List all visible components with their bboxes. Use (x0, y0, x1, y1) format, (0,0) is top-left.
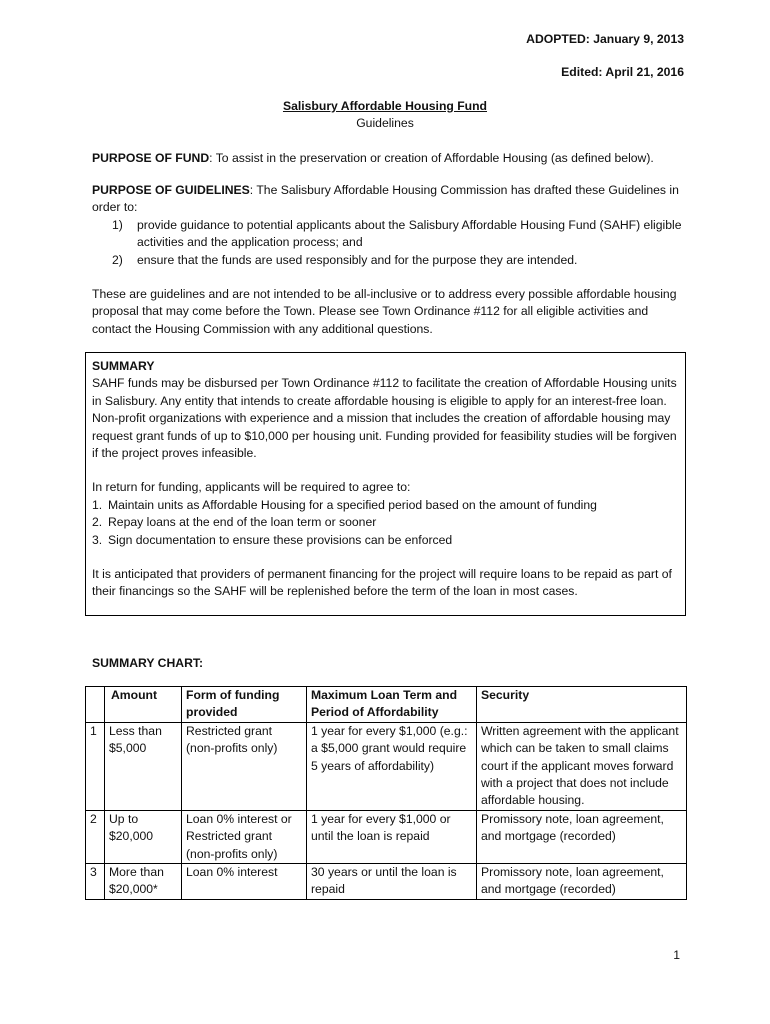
list-text: Repay loans at the end of the loan term or sooner (108, 515, 377, 530)
list-item (92, 497, 679, 514)
column-header: Amount (105, 687, 182, 723)
summary-heading: SUMMARY (92, 359, 155, 373)
cell-security: Promissory note, loan agreement, and mortgage (recorded) (477, 864, 687, 900)
intro-paragraph: These are guidelines and are not intended to be all-inclusive or to address every possible affordable housing proposal that may come before the Town. Please see Town Ordinance #112 for all eligible activities and contact the Housing Commission with any additional questions. (92, 287, 677, 336)
cell-security: Promissory note, loan agreement, and mortgage (recorded) (477, 810, 687, 863)
row-number: 3 (86, 864, 105, 900)
cell-amount: Less than $5,000 (105, 722, 182, 810)
page-number: 1 (673, 948, 680, 962)
list-item (92, 514, 679, 531)
list-number: 1) (112, 217, 123, 232)
cell-form: Loan 0% interest or Restricted grant (non-profits only) (182, 810, 307, 863)
row-number: 2 (86, 810, 105, 863)
purpose-of-fund (92, 150, 682, 167)
document-title (0, 98, 770, 115)
summary-box (85, 352, 686, 616)
list-text: Maintain units as Affordable Housing for a specified period based on the amount of funding (108, 497, 597, 512)
row-number: 1 (86, 722, 105, 810)
purpose-of-guidelines (92, 182, 682, 269)
cell-amount: Up to $20,000 (105, 810, 182, 863)
cell-form: Loan 0% interest (182, 864, 307, 900)
column-header: Security (477, 687, 687, 723)
cell-form: Restricted grant (non-profits only) (182, 722, 307, 810)
cell-amount: More than $20,000* (105, 864, 182, 900)
summary-requirements-intro: In return for funding, applicants will be required to agree to: (92, 480, 411, 495)
table-header-row (86, 687, 687, 723)
purpose-of-guidelines-label: PURPOSE OF GUIDELINES (92, 183, 250, 197)
cell-term: 30 years or until the loan is repaid (307, 864, 477, 900)
cell-term: 1 year for every $1,000 (e.g.: a $5,000 grant would require 5 years of affordability) (307, 722, 477, 810)
list-number: 2. (92, 515, 103, 530)
column-header (86, 687, 105, 723)
list-text: ensure that the funds are used responsibly and for the purpose they are intended. (137, 252, 578, 267)
title-text: Salisbury Affordable Housing Fund (282, 99, 488, 113)
list-number: 1. (92, 497, 103, 512)
column-header: Form of funding provided (182, 687, 307, 723)
table-row (86, 864, 687, 900)
list-text: Sign documentation to ensure these provisions can be enforced (108, 532, 453, 547)
table-row (86, 810, 687, 863)
list-number: 3. (92, 532, 103, 547)
summary-closing: It is anticipated that providers of permanent financing for the project will require loans to be repaid as part of their financings so the SAHF will be replenished before the term of the loan in most cases. (92, 567, 672, 599)
cell-security: Written agreement with the applicant which can be taken to small claims court if the applicant moves forward with a project that does not include affordable housing. (477, 722, 687, 810)
list-item (92, 217, 682, 252)
purpose-of-fund-text: : To assist in the preservation or creation of Affordable Housing (as defined below). (209, 151, 654, 165)
list-item (92, 252, 682, 269)
cell-term: 1 year for every $1,000 or until the loan is repaid (307, 810, 477, 863)
list-text: provide guidance to potential applicants about the Salisbury Affordable Housing Fund (SAHF) eligible activities and the application process; and (137, 217, 682, 250)
document-subtitle: Guidelines (356, 116, 414, 130)
list-number: 2) (112, 252, 123, 267)
table-row (86, 722, 687, 810)
purpose-of-guidelines-text: : The Salisbury Affordable Housing Commission has drafted these Guidelines in order to: (92, 183, 679, 215)
edited-date: Edited: April 21, 2016 (561, 65, 684, 79)
column-header: Maximum Loan Term and Period of Affordability (307, 687, 477, 723)
summary-chart-label: SUMMARY CHART: (92, 656, 204, 670)
summary-body: SAHF funds may be disbursed per Town Ordinance #112 to facilitate the creation of Affordable Housing units in Salisbury. Any entity that intends to create affordable housing is eligible to apply for an interest-free loan. Non-profit organizations with experience and a mission that includes the creation of affordable housing may request grant funds of up to $10,000 per housing unit. Funding provided for feasibility studies will be forgiven if the project proves infeasible. (92, 376, 677, 461)
list-item (92, 532, 679, 549)
summary-chart-table (85, 686, 687, 900)
purpose-of-fund-label: PURPOSE OF FUND (92, 151, 210, 165)
adopted-date: ADOPTED: January 9, 2013 (526, 32, 684, 46)
